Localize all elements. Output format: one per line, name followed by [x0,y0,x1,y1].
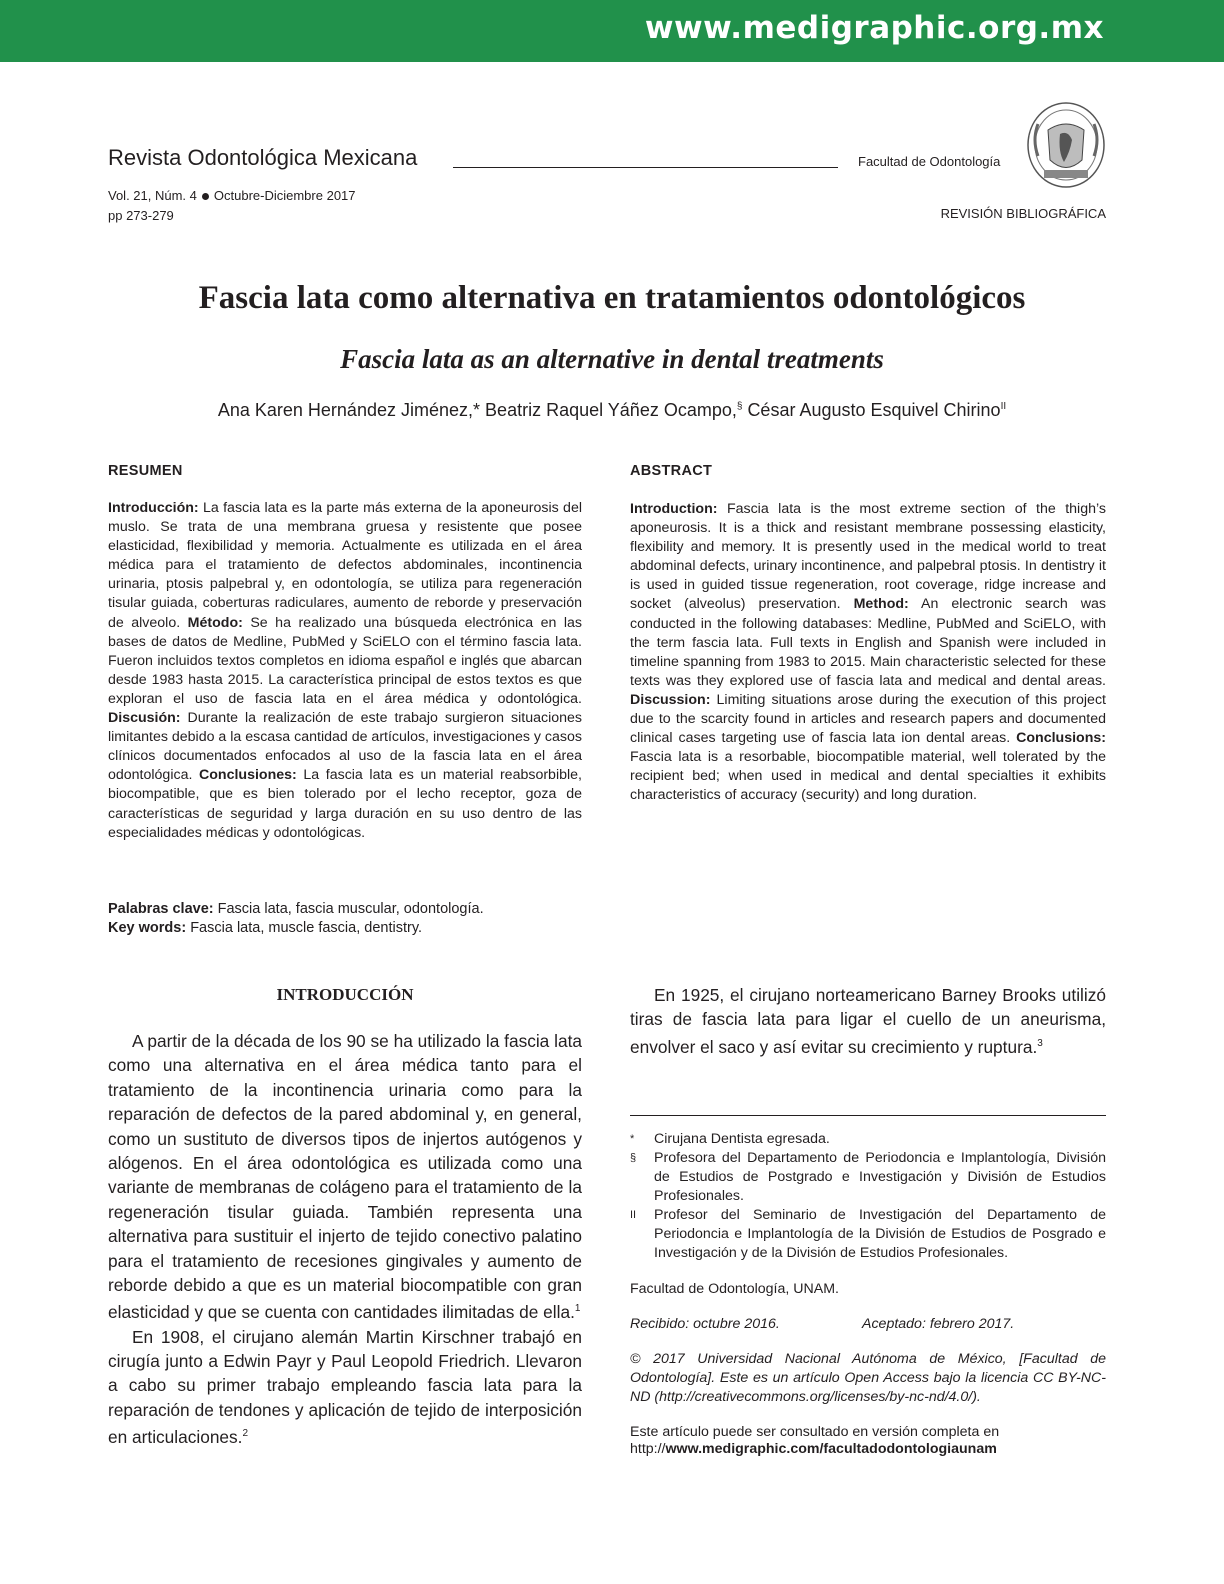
footnote-mark: * [630,1133,635,1145]
article-title: Fascia lata como alternativa en tratamientos odontológicos [198,280,1026,316]
keywords-en-text: Fascia lata, muscle fascia, dentistry. [190,920,423,936]
footnote-mark: § [630,1152,637,1164]
keywords [108,900,484,938]
footnote-text: Profesor del Seminario de Investigación del Departamento de Periodoncia e Implantología de la División de Estudios de Posgrado e Investigación y de la División de Estudios Profesionales. [654,1207,1106,1261]
abstract-body [630,500,1106,806]
intro-heading: INTRODUCCIÓN [276,985,414,1004]
author-name: César Augusto Esquivel Chirino [747,400,1001,420]
top-banner [0,0,1224,62]
volume-info [108,186,356,226]
abstract-method-label: Method: [853,596,909,613]
resumen-heading: RESUMEN [108,463,183,479]
consult-notice [630,1424,1106,1458]
article-dates [630,1316,1106,1332]
reference-mark: 1 [574,1303,581,1315]
consult-url-link[interactable]: www.medigraphic.com/facultadodontologiaunam [665,1441,997,1457]
abstract-intro-text: Fascia lata is the most extreme section of the thigh’s aponeurosis. It is a thick and resistant membrane possessing elasticity, flexibility and memory. It is presently used in the medical world to treat abdominal defects, urinary incontinence, and palpebral ptosis. In dentistry it is used in guided tissue regeneration, root coverage, ridge increase and socket (alveolus) preservation. [630,501,1106,613]
footnote-text: Profesora del Departamento de Periodoncia e Implantología, División de Estudios de Postgrado e Investigación y División de Estudios Profesionales. [654,1150,1106,1204]
abstract-heading: ABSTRACT [630,463,713,479]
accepted-date: Aceptado: febrero 2017. [862,1316,1015,1332]
resumen-conclusions-text: La fascia lata es un material reabsorbible, biocompatible, que es bien tolerado por el lecho receptor, goza de características de seguridad y larga duración en su uso dentro de las especialidades médicas y odontológicas. [108,767,582,841]
header-rule [453,167,838,168]
issue-period: Octubre-Diciembre 2017 [213,188,356,203]
intro-paragraph-text: En 1908, el cirujano alemán Martin Kirschner trabajó en cirugía junto a Edwin Payr y Paul Leopold Friedrich. Llevaron a cabo su primer trabajo empleando fascia lata para la reparación de tendones y aplicación de tejido de interposición en articulaciones. [108,1326,582,1448]
author-mark: * [473,400,481,420]
author-name: Beatriz Raquel Yáñez Ocampo, [485,400,737,420]
footnote-rule [630,1115,1106,1116]
bullet-icon [202,193,209,200]
intro-left-column [108,1029,582,1449]
intro-right-column [630,983,1106,1059]
keywords-en-label: Key words: [108,920,187,936]
resumen-intro-label: Introducción: [108,500,199,516]
section-type: REVISIÓN BIBLIOGRÁFICA [940,206,1106,221]
intro-paragraph [630,983,1106,1059]
abstract-intro-label: Introduction: [630,501,718,517]
abstract-conclusions-text: Fascia lata is a resorbable, biocompatible material, well tolerated by the recipient bed; when used in medical and dental specialties it exhibits characteristics of accuracy (security) and long duration. [630,749,1106,804]
faculty-name: Facultad de Odontología [858,154,1001,169]
article-subtitle: Fascia lata as an alternative in dental treatments [340,344,884,374]
abstract-conclusions-label: Conclusions: [1016,730,1106,747]
banner-url-link[interactable]: www.medigraphic.org.mx [644,10,1104,46]
author-mark: II [1000,401,1007,412]
resumen-intro-text: La fascia lata es la parte más externa de la aponeurosis del muslo. Se trata de una membrana gruesa y resistente que posee elasticidad, flexibilidad y memoria. Actualmente es utilizada en el área médica para el tratamiento de defectos abdominales, incontinencia urinaria, ptosis palpebral y, en odontología, se utiliza para regeneración tisular guiada, coberturas radiculares, aumento de reborde y preservación de alveolo. [108,500,582,631]
author-mark: § [736,401,743,412]
resumen-body [108,499,582,843]
received-date: Recibido: octubre 2016. [630,1316,780,1332]
abstract-method-text: An electronic search was conducted in the following databases: Medline, PubMed and SciELO, with the term fascia lata. Full texts in English and Spanish were included in timeline spanning from 1983 to 2015. Main characteristic selected for these texts was they explored use of fascia lata and medical and dental areas. [630,596,1106,689]
resumen-discussion-label: Discusión: [108,710,181,727]
resumen-discussion-text: Durante la realización de este trabajo surgieron situaciones limitantes debido a la escasa cantidad de artículos, investigaciones y casos clínicos documentados enfocados al uso de la fascia lata en el área odontológica. [108,710,582,784]
reference-mark: 3 [1037,1037,1043,1049]
intro-paragraph [108,1029,582,1325]
affiliation: Facultad de Odontología, UNAM. [630,1281,839,1297]
footnote-item [630,1206,1106,1263]
consult-url-prefix: http:// [630,1441,666,1457]
intro-paragraph [108,1325,582,1450]
intro-paragraph-text: En 1925, el cirujano norteamericano Barney Brooks utilizó tiras de fascia lata para ligar el cuello de un aneurisma, envolver el saco y así evitar su crecimiento y ruptura. [630,985,1106,1057]
copyright-notice: © 2017 Universidad Nacional Autónoma de México, [Facultad de Odontología]. Este es un artículo Open Access bajo la licencia CC BY-NC-ND (http://creativecommons.org/licenses/by-nc-nd/4.0/). [630,1351,1106,1405]
footnote-item [630,1130,1106,1149]
footnote-item [630,1149,1106,1206]
resumen-method-text: Se ha realizado una búsqueda electrónica en las bases de datos de Medline, PubMed y SciELO con el término fascia lata. Fueron incluidos textos completos en idioma español e inglés que abarcan desde 1983 hasta 2015. La característica principal de estos textos es que exploran el uso de fascia lata en el área médica y odontológica. [108,614,582,707]
footnote-text: Cirujana Dentista egresada. [654,1131,830,1147]
resumen-method-label: Método: [187,614,243,631]
reference-mark: 2 [242,1428,249,1440]
abstract-discussion-text: Limiting situations arose during the execution of this project due to the scarcity found in articles and research papers and documented clinical cases targeting use of fascia lata ion dental areas. [630,691,1106,747]
abstract-discussion-label: Discussion: [630,691,711,708]
consult-text: Este artículo puede ser consultado en versión completa en [630,1424,1000,1440]
keywords-es-text: Fascia lata, fascia muscular, odontología. [217,901,484,917]
author-name: Ana Karen Hernández Jiménez, [217,400,474,420]
footnote-mark: II [630,1209,637,1221]
journal-name: Revista Odontológica Mexicana [108,145,418,170]
page-range: pp 273-279 [108,208,174,223]
intro-paragraph-text: A partir de la década de los 90 se ha utilizado la fascia lata como una alternativa en el área médica tanto para el tratamiento de la incontinencia urinaria como para la reparación de defectos de la pared abdominal y, en general, como un sustituto de diversos tipos de injertos autógenos y alógenos. En el área odontológica es utilizada como una variante de membranas de colágeno para el tratamiento de la regeneración tisular guiada. También representa una alternativa para sustituir el injerto de tejido conectivo palatino para el tratamiento de recesiones gingivales y aumento de reborde debido a que es un material biocompatible con gran elasticidad y que se cuenta con cantidades ilimitadas de ella. [108,1031,582,1323]
resumen-conclusions-label: Conclusiones: [199,767,297,784]
unam-seal-icon [1024,100,1108,190]
footnote-list [630,1130,1106,1263]
keywords-es-label: Palabras clave: [108,901,214,917]
author-list [0,400,1224,421]
volume-number: Vol. 21, Núm. 4 [108,188,197,203]
